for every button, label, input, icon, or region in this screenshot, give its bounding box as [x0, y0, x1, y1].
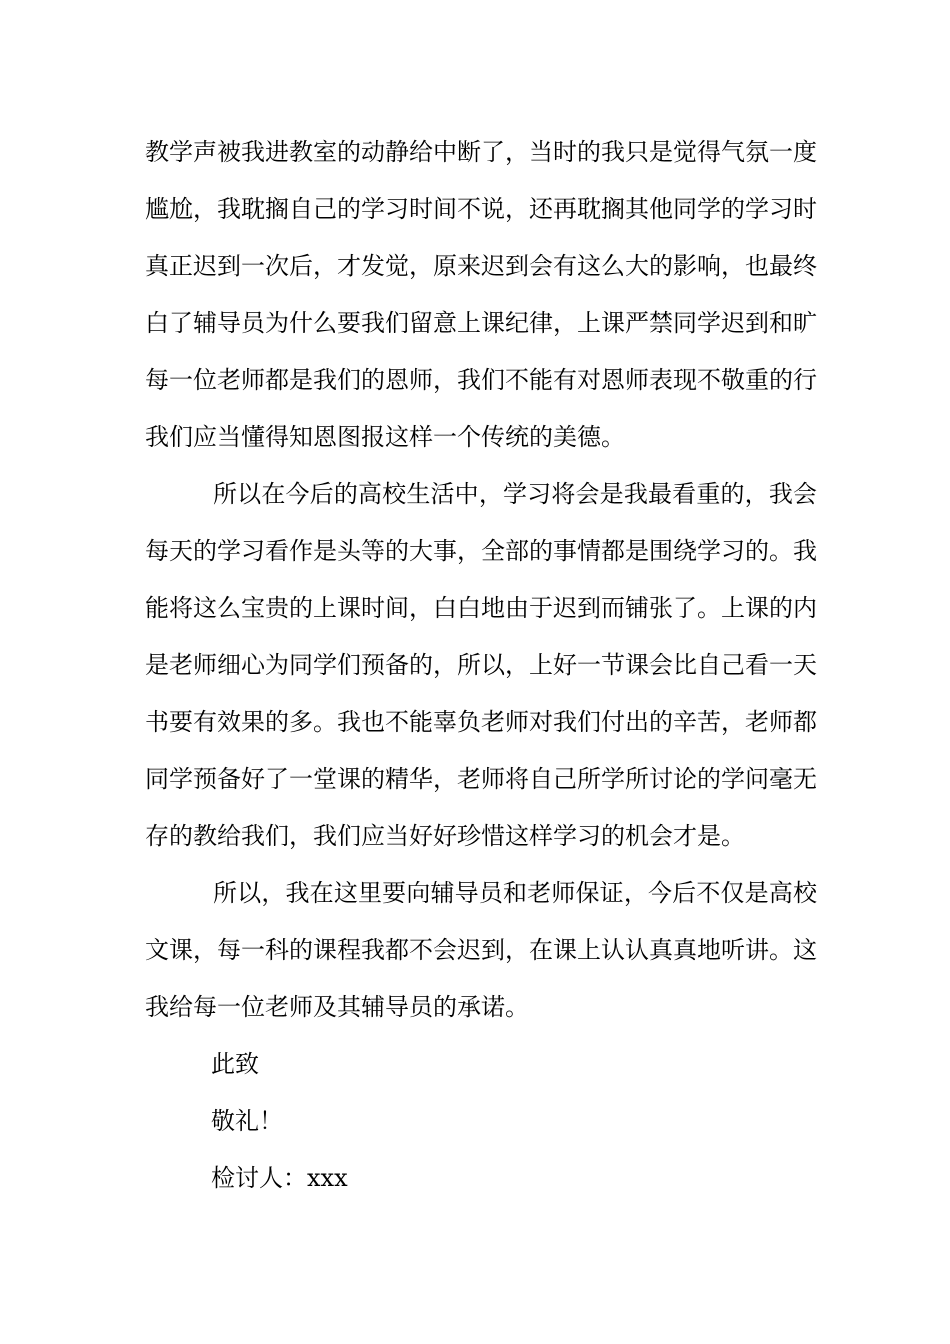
paragraph-line: 教学声被我进教室的动静给中断了，当时的我只是觉得气氛一度 — [145, 138, 817, 166]
paragraph-line: 文课，每一科的课程我都不会迟到，在课上认认真真地听讲。这 — [145, 936, 817, 964]
paragraph-line: 我们应当懂得知恩图报这样一个传统的美德。 — [145, 423, 625, 451]
paragraph-line: 每天的学习看作是头等的大事，全部的事情都是围绕学习的。我 — [145, 537, 817, 565]
closing-regards: 敬礼！ — [211, 1107, 283, 1135]
paragraph-line: 是老师细心为同学们预备的，所以，上好一节课会比自己看一天 — [145, 651, 817, 679]
paragraph-line: 白了辅导员为什么要我们留意上课纪律，上课严禁同学迟到和旷 — [145, 309, 817, 337]
paragraph-line: 同学预备好了一堂课的精华，老师将自己所学所讨论的学问毫无 — [145, 765, 817, 793]
document-body — [145, 133, 817, 1216]
signature: 检讨人：xxx — [211, 1164, 348, 1192]
paragraph-line: 能将这么宝贵的上课时间，白白地由于迟到而铺张了。上课的内 — [145, 594, 817, 622]
paragraph-line: 所以，我在这里要向辅导员和老师保证，今后不仅是高校 — [213, 879, 817, 907]
paragraph-line: 所以在今后的高校生活中，学习将会是我最看重的，我会 — [213, 480, 817, 508]
paragraph-line: 尴尬，我耽搁自己的学习时间不说，还再耽搁其他同学的学习时 — [145, 195, 817, 223]
paragraph-line: 每一位老师都是我们的恩师，我们不能有对恩师表现不敬重的行 — [145, 366, 817, 394]
paragraph-line: 存的教给我们，我们应当好好珍惜这样学习的机会才是。 — [145, 822, 745, 850]
paragraph-line: 真正迟到一次后，才发觉，原来迟到会有这么大的影响，也最终 — [145, 252, 817, 280]
paragraph-line: 书要有效果的多。我也不能辜负老师对我们付出的辛苦，老师都 — [145, 708, 817, 736]
paragraph-line: 我给每一位老师及其辅导员的承诺。 — [145, 993, 529, 1021]
closing-salutation: 此致 — [211, 1050, 259, 1078]
